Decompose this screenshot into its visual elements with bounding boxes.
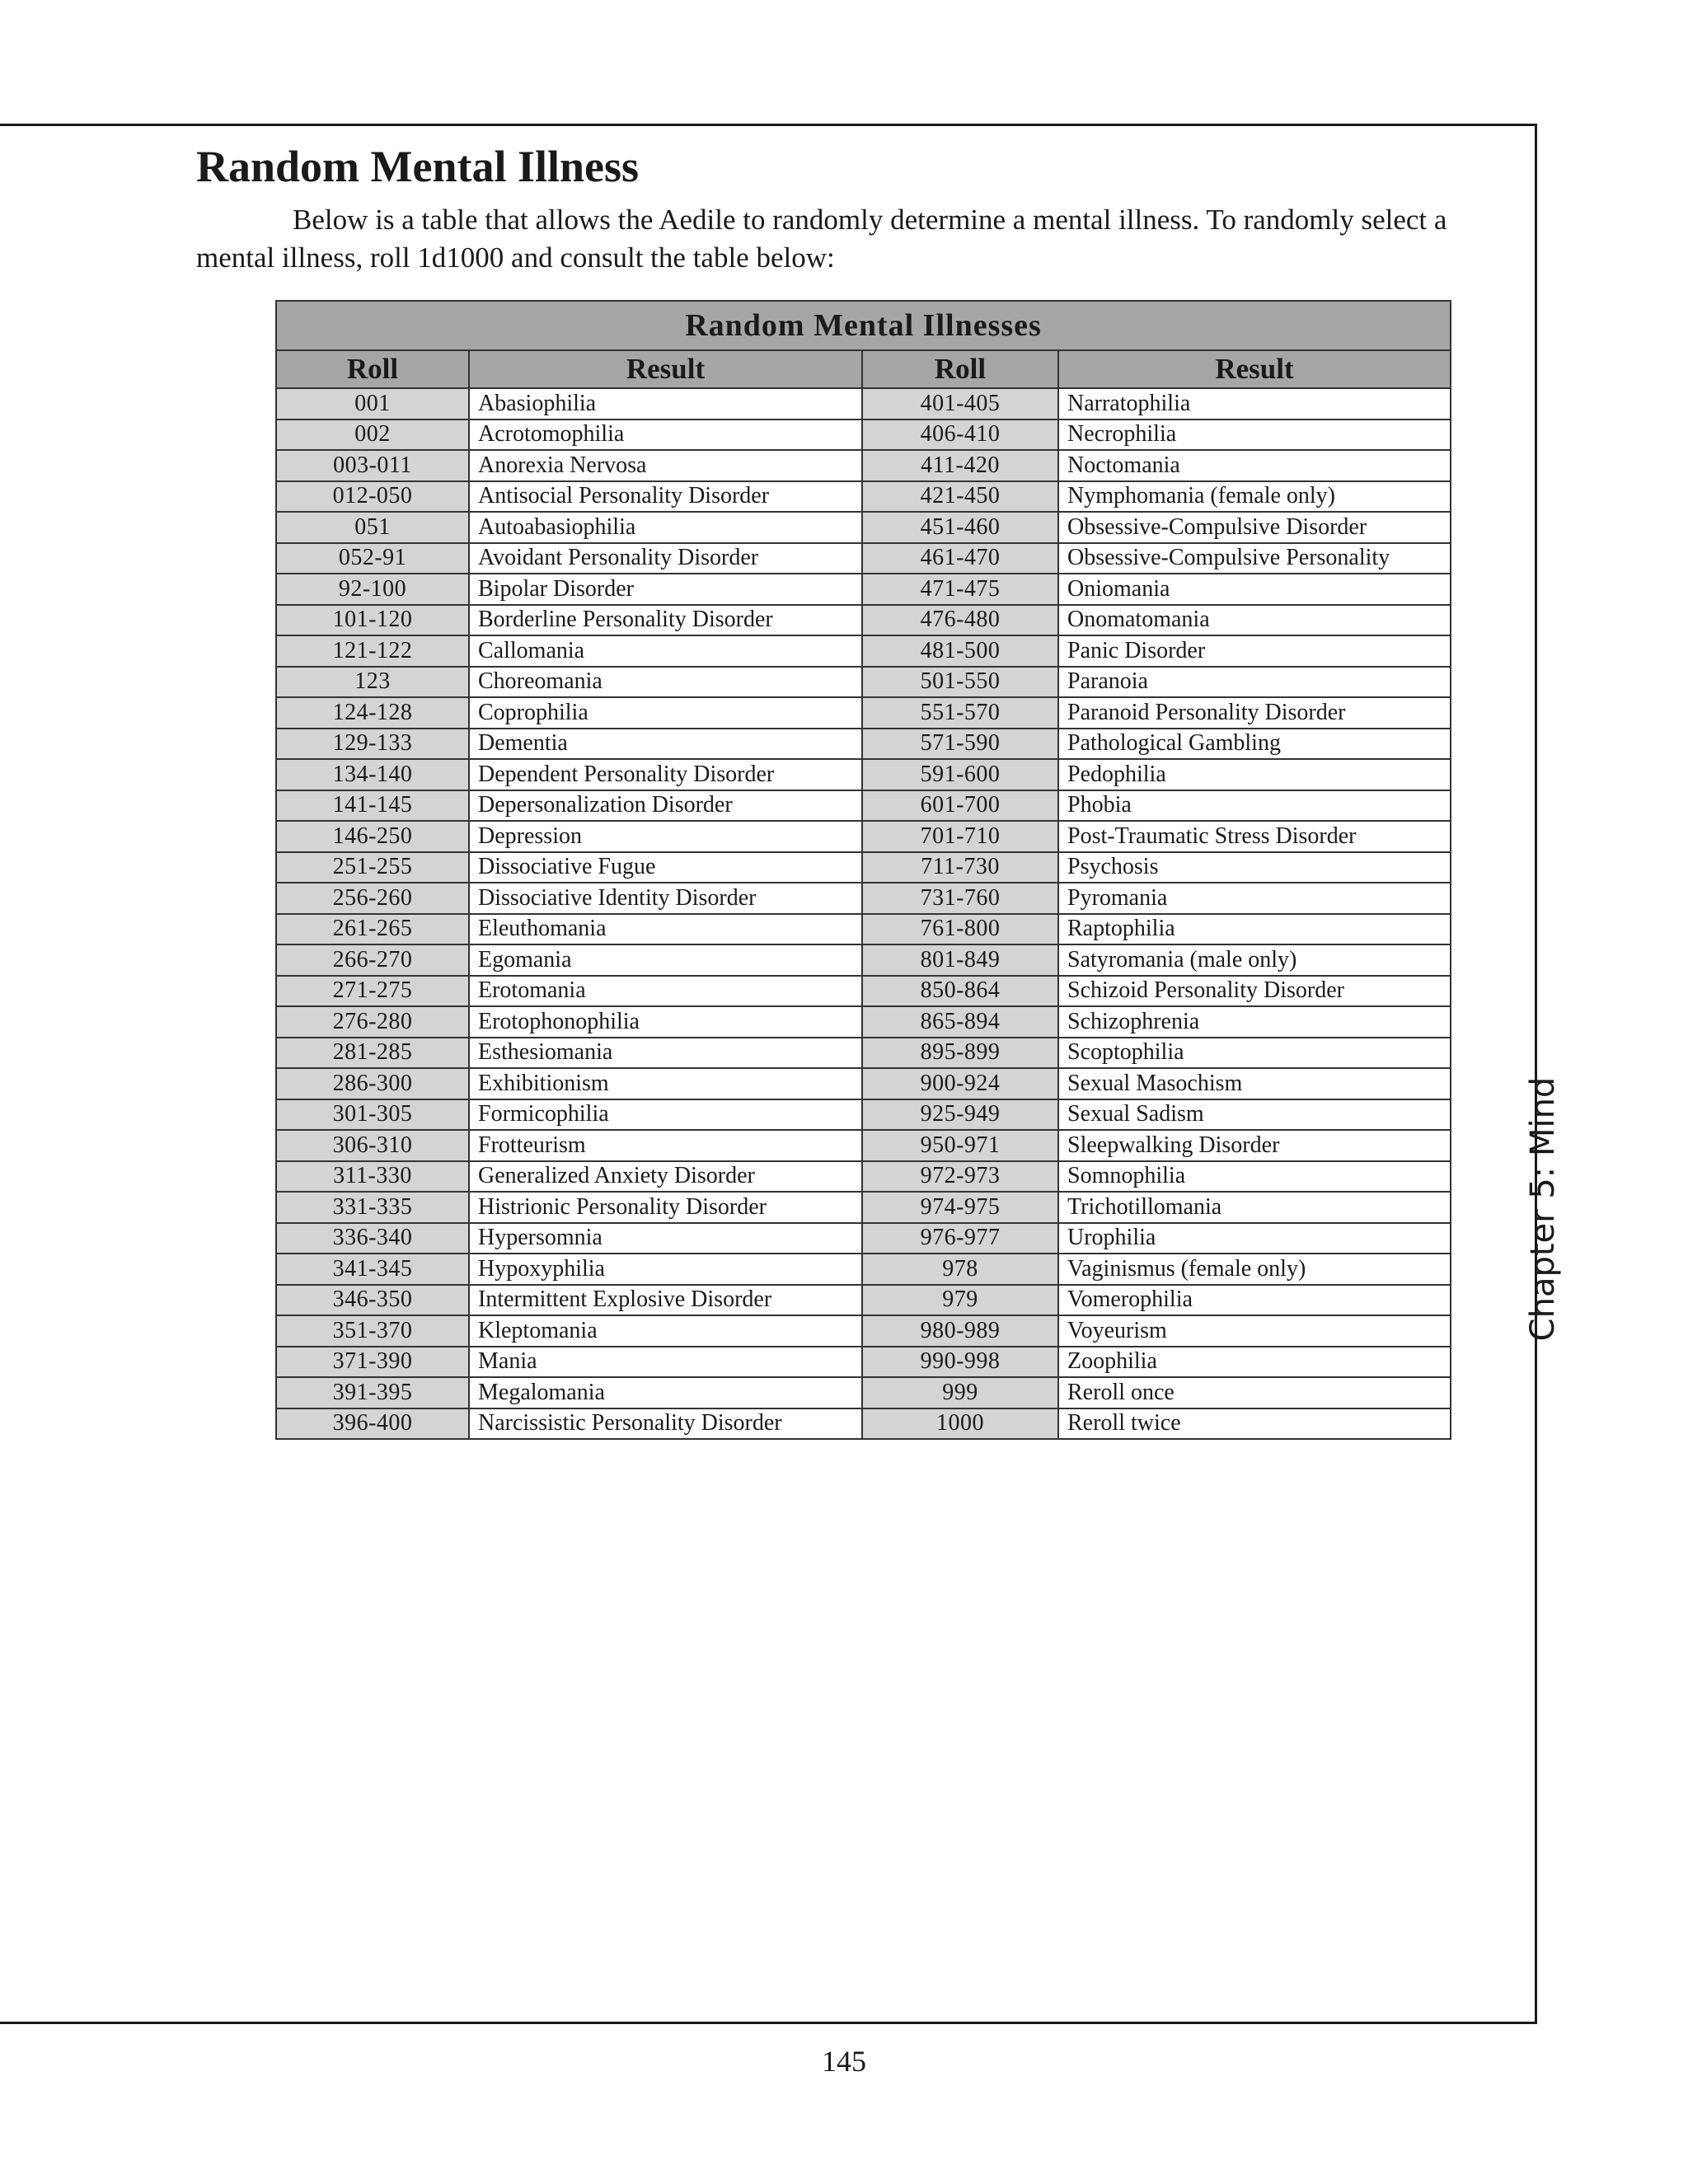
result-cell: Formicophilia	[469, 1099, 862, 1131]
roll-cell: 761-800	[862, 914, 1058, 945]
result-cell: Panic Disorder	[1058, 635, 1451, 667]
table-row	[276, 1408, 1451, 1440]
roll-cell: 801-849	[862, 944, 1058, 976]
roll-cell: 731-760	[862, 883, 1058, 914]
result-cell: Exhibitionism	[469, 1068, 862, 1099]
table-row	[276, 481, 1451, 513]
roll-cell: 1000	[862, 1408, 1058, 1440]
roll-cell: 336-340	[276, 1223, 469, 1254]
table-row	[276, 790, 1451, 822]
roll-cell: 406-410	[862, 419, 1058, 451]
result-cell: Paranoia	[1058, 667, 1451, 698]
result-cell: Post-Traumatic Stress Disorder	[1058, 821, 1451, 852]
roll-cell: 895-899	[862, 1038, 1058, 1069]
table-row	[276, 419, 1451, 451]
table-container	[275, 300, 1450, 1440]
result-cell: Depersonalization Disorder	[469, 790, 862, 822]
result-cell: Pedophilia	[1058, 759, 1451, 790]
roll-cell: 591-600	[862, 759, 1058, 790]
table-row	[276, 543, 1451, 574]
result-cell: Noctomania	[1058, 450, 1451, 481]
result-cell: Zoophilia	[1058, 1347, 1451, 1378]
result-cell: Obsessive-Compulsive Personality	[1058, 543, 1451, 574]
result-cell: Urophilia	[1058, 1223, 1451, 1254]
roll-cell: 571-590	[862, 729, 1058, 760]
roll-cell: 476-480	[862, 605, 1058, 636]
result-cell: Eleuthomania	[469, 914, 862, 945]
result-cell: Nymphomania (female only)	[1058, 481, 1451, 513]
result-cell: Borderline Personality Disorder	[469, 605, 862, 636]
table-row	[276, 1038, 1451, 1069]
table-row	[276, 388, 1451, 419]
result-cell: Esthesiomania	[469, 1038, 862, 1069]
result-cell: Generalized Anxiety Disorder	[469, 1161, 862, 1193]
result-cell: Oniomania	[1058, 574, 1451, 605]
result-cell: Vomerophilia	[1058, 1285, 1451, 1316]
result-cell: Dissociative Fugue	[469, 852, 862, 883]
roll-cell: 979	[862, 1285, 1058, 1316]
roll-cell: 123	[276, 667, 469, 698]
roll-cell: 950-971	[862, 1130, 1058, 1161]
table-row	[276, 1130, 1451, 1161]
roll-cell: 101-120	[276, 605, 469, 636]
table-row	[276, 1315, 1451, 1347]
roll-cell: 401-405	[862, 388, 1058, 419]
roll-cell: 925-949	[862, 1099, 1058, 1131]
table-row	[276, 729, 1451, 760]
roll-cell: 396-400	[276, 1408, 469, 1440]
table-row	[276, 1068, 1451, 1099]
result-cell: Hypersomnia	[469, 1223, 862, 1254]
table-row	[276, 635, 1451, 667]
result-cell: Dependent Personality Disorder	[469, 759, 862, 790]
result-cell: Scoptophilia	[1058, 1038, 1451, 1069]
result-cell: Phobia	[1058, 790, 1451, 822]
result-cell: Histrionic Personality Disorder	[469, 1192, 862, 1223]
roll-cell: 974-975	[862, 1192, 1058, 1223]
table-row	[276, 1377, 1451, 1408]
roll-cell: 701-710	[862, 821, 1058, 852]
roll-cell: 481-500	[862, 635, 1058, 667]
table-caption: Random Mental Illnesses	[276, 301, 1451, 350]
table-body	[276, 388, 1451, 1439]
result-cell: Necrophilia	[1058, 419, 1451, 451]
result-cell: Dissociative Identity Disorder	[469, 883, 862, 914]
result-cell: Somnophilia	[1058, 1161, 1451, 1193]
roll-cell: 052-91	[276, 543, 469, 574]
result-cell: Schizoid Personality Disorder	[1058, 976, 1451, 1007]
result-cell: Callomania	[469, 635, 862, 667]
roll-cell: 306-310	[276, 1130, 469, 1161]
result-cell: Frotteurism	[469, 1130, 862, 1161]
table-row	[276, 697, 1451, 729]
result-cell: Sexual Masochism	[1058, 1068, 1451, 1099]
table-row	[276, 1161, 1451, 1193]
result-cell: Obsessive-Compulsive Disorder	[1058, 512, 1451, 543]
result-cell: Paranoid Personality Disorder	[1058, 697, 1451, 729]
roll-cell: 251-255	[276, 852, 469, 883]
roll-cell: 421-450	[862, 481, 1058, 513]
table-row	[276, 883, 1451, 914]
roll-cell: 411-420	[862, 450, 1058, 481]
result-cell: Raptophilia	[1058, 914, 1451, 945]
result-cell: Narratophilia	[1058, 388, 1451, 419]
roll-cell: 711-730	[862, 852, 1058, 883]
result-cell: Sexual Sadism	[1058, 1099, 1451, 1131]
result-cell: Pathological Gambling	[1058, 729, 1451, 760]
roll-cell: 261-265	[276, 914, 469, 945]
result-cell: Reroll twice	[1058, 1408, 1451, 1440]
roll-cell: 865-894	[862, 1006, 1058, 1038]
table-row	[276, 1006, 1451, 1038]
roll-cell: 003-011	[276, 450, 469, 481]
result-cell: Choreomania	[469, 667, 862, 698]
roll-cell: 978	[862, 1254, 1058, 1285]
roll-cell: 972-973	[862, 1161, 1058, 1193]
column-header-roll: Roll	[276, 350, 469, 388]
chapter-label-text: Chapter 5: Mind	[1524, 1076, 1562, 1342]
result-cell: Bipolar Disorder	[469, 574, 862, 605]
roll-cell: 146-250	[276, 821, 469, 852]
roll-cell: 900-924	[862, 1068, 1058, 1099]
result-cell: Depression	[469, 821, 862, 852]
table-row	[276, 667, 1451, 698]
table-row	[276, 512, 1451, 543]
result-cell: Schizophrenia	[1058, 1006, 1451, 1038]
roll-cell: 850-864	[862, 976, 1058, 1007]
result-cell: Psychosis	[1058, 852, 1451, 883]
table-row	[276, 574, 1451, 605]
result-cell: Voyeurism	[1058, 1315, 1451, 1347]
roll-cell: 351-370	[276, 1315, 469, 1347]
roll-cell: 976-977	[862, 1223, 1058, 1254]
result-cell: Antisocial Personality Disorder	[469, 481, 862, 513]
roll-cell: 266-270	[276, 944, 469, 976]
roll-cell: 276-280	[276, 1006, 469, 1038]
result-cell: Dementia	[469, 729, 862, 760]
roll-cell: 341-345	[276, 1254, 469, 1285]
result-cell: Sleepwalking Disorder	[1058, 1130, 1451, 1161]
roll-cell: 051	[276, 512, 469, 543]
roll-cell: 92-100	[276, 574, 469, 605]
roll-cell: 002	[276, 419, 469, 451]
roll-cell: 999	[862, 1377, 1058, 1408]
table-row	[276, 1285, 1451, 1316]
roll-cell: 129-133	[276, 729, 469, 760]
table-row	[276, 1099, 1451, 1131]
roll-cell: 121-122	[276, 635, 469, 667]
table-row	[276, 852, 1451, 883]
result-cell: Hypoxyphilia	[469, 1254, 862, 1285]
table-row	[276, 1347, 1451, 1378]
table-row	[276, 944, 1451, 976]
roll-cell: 141-145	[276, 790, 469, 822]
result-cell: Satyromania (male only)	[1058, 944, 1451, 976]
roll-cell: 371-390	[276, 1347, 469, 1378]
roll-cell: 391-395	[276, 1377, 469, 1408]
roll-cell: 311-330	[276, 1161, 469, 1193]
intro-paragraph: Below is a table that allows the Aedile to randomly determine a mental illness. To randomly select a mental illness, roll 1d1000 and consult the table below:	[196, 204, 1447, 274]
result-cell: Coprophilia	[469, 697, 862, 729]
result-cell: Abasiophilia	[469, 388, 862, 419]
table-row	[276, 759, 1451, 790]
result-cell: Vaginismus (female only)	[1058, 1254, 1451, 1285]
roll-cell: 346-350	[276, 1285, 469, 1316]
result-cell: Avoidant Personality Disorder	[469, 543, 862, 574]
result-cell: Narcissistic Personality Disorder	[469, 1408, 862, 1440]
table-row	[276, 976, 1451, 1007]
roll-cell: 271-275	[276, 976, 469, 1007]
result-cell: Trichotillomania	[1058, 1192, 1451, 1223]
result-cell: Acrotomophilia	[469, 419, 862, 451]
roll-cell: 124-128	[276, 697, 469, 729]
roll-cell: 331-335	[276, 1192, 469, 1223]
result-cell: Autoabasiophilia	[469, 512, 862, 543]
roll-cell: 990-998	[862, 1347, 1058, 1378]
page-number: 145	[822, 2045, 866, 2078]
roll-cell: 001	[276, 388, 469, 419]
random-mental-illnesses-table	[275, 300, 1451, 1440]
result-cell: Erotomania	[469, 976, 862, 1007]
result-cell: Mania	[469, 1347, 862, 1378]
result-cell: Erotophonophilia	[469, 1006, 862, 1038]
roll-cell: 461-470	[862, 543, 1058, 574]
roll-cell: 012-050	[276, 481, 469, 513]
table-row	[276, 914, 1451, 945]
roll-cell: 471-475	[862, 574, 1058, 605]
table-row	[276, 605, 1451, 636]
table-row	[276, 821, 1451, 852]
result-cell: Pyromania	[1058, 883, 1451, 914]
column-header-roll: Roll	[862, 350, 1058, 388]
section-title: Random Mental Illness	[196, 142, 640, 191]
roll-cell: 286-300	[276, 1068, 469, 1099]
roll-cell: 501-550	[862, 667, 1058, 698]
column-header-result: Result	[469, 350, 862, 388]
roll-cell: 551-570	[862, 697, 1058, 729]
table-row	[276, 1223, 1451, 1254]
table-row	[276, 1254, 1451, 1285]
roll-cell: 281-285	[276, 1038, 469, 1069]
roll-cell: 134-140	[276, 759, 469, 790]
result-cell: Egomania	[469, 944, 862, 976]
roll-cell: 451-460	[862, 512, 1058, 543]
result-cell: Onomatomania	[1058, 605, 1451, 636]
result-cell: Intermittent Explosive Disorder	[469, 1285, 862, 1316]
result-cell: Megalomania	[469, 1377, 862, 1408]
result-cell: Reroll once	[1058, 1377, 1451, 1408]
roll-cell: 301-305	[276, 1099, 469, 1131]
result-cell: Anorexia Nervosa	[469, 450, 862, 481]
table-row	[276, 1192, 1451, 1223]
roll-cell: 256-260	[276, 883, 469, 914]
column-header-result: Result	[1058, 350, 1451, 388]
roll-cell: 601-700	[862, 790, 1058, 822]
roll-cell: 980-989	[862, 1315, 1058, 1347]
result-cell: Kleptomania	[469, 1315, 862, 1347]
table-row	[276, 450, 1451, 481]
